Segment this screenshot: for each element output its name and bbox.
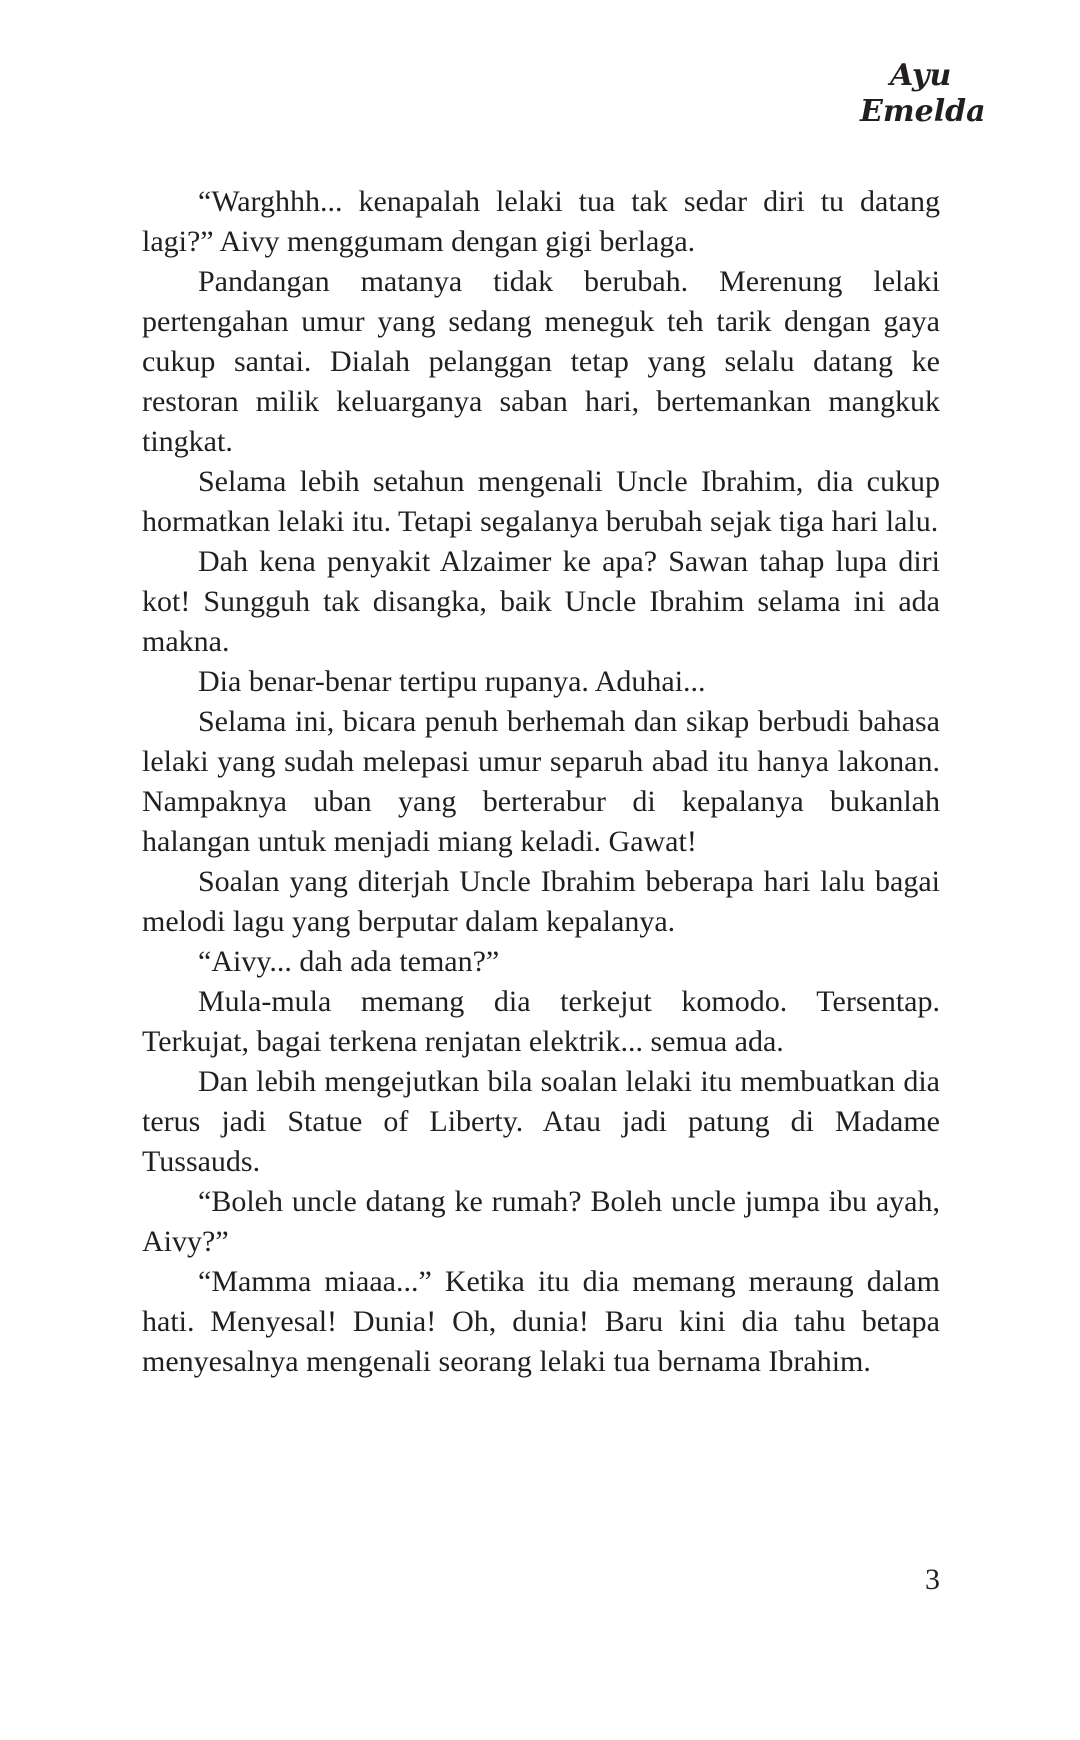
- paragraph: Dan lebih mengejutkan bila soalan lelaki itu membuatkan dia terus jadi Statue of Liberty. Atau jadi patung di Madame Tussauds.: [142, 1065, 940, 1178]
- page-number: 3: [925, 1563, 940, 1596]
- paragraph: Soalan yang diterjah Uncle Ibrahim beberapa hari lalu bagai melodi lagu yang berputar dalam kepalanya.: [142, 865, 940, 938]
- paragraph: Selama ini, bicara penuh berhemah dan sikap berbudi bahasa lelaki yang sudah melepasi umur separuh abad itu hanya lakonan. Nampaknya uban yang berterabur di kepalanya bukanlah halangan untuk menjadi miang keladi. Gawat!: [142, 705, 940, 858]
- paragraph: Dah kena penyakit Alzaimer ke apa? Sawan tahap lupa diri kot! Sungguh tak disangka, baik Uncle Ibrahim selama ini ada makna.: [142, 545, 940, 658]
- paragraph: Mula-mula memang dia terkejut komodo. Tersentap. Terkujat, bagai terkena renjatan elektrik... semua ada.: [142, 985, 940, 1058]
- paragraph: Pandangan matanya tidak berubah. Merenung lelaki pertengahan umur yang sedang meneguk teh tarik dengan gaya cukup santai. Dialah pelanggan tetap yang selalu datang ke restoran milik keluarganya saban hari, bertemankan mangkuk tingkat.: [142, 265, 940, 458]
- author-first-name: Ayu: [890, 58, 952, 93]
- paragraph: “Aivy... dah ada teman?”: [198, 945, 500, 978]
- paragraph: “Mamma miaaa...” Ketika itu dia memang meraung dalam hati. Menyesal! Dunia! Oh, dunia! Baru kini dia tahu betapa menyesalnya mengenali seorang lelaki tua bernama Ibrahim.: [142, 1265, 940, 1378]
- paragraph: “Warghhh... kenapalah lelaki tua tak sedar diri tu datang lagi?” Aivy menggumam dengan gigi berlaga.: [142, 185, 940, 258]
- paragraph: “Boleh uncle datang ke rumah? Boleh uncle jumpa ibu ayah, Aivy?”: [142, 1185, 940, 1258]
- running-header-author: [850, 58, 1050, 130]
- author-last-name: Emelda: [860, 94, 986, 129]
- paragraph: Dia benar-benar tertipu rupanya. Aduhai...: [198, 665, 706, 698]
- paragraph: Selama lebih setahun mengenali Uncle Ibrahim, dia cukup hormatkan lelaki itu. Tetapi segalanya berubah sejak tiga hari lalu.: [142, 465, 940, 538]
- body-text: [142, 182, 940, 1382]
